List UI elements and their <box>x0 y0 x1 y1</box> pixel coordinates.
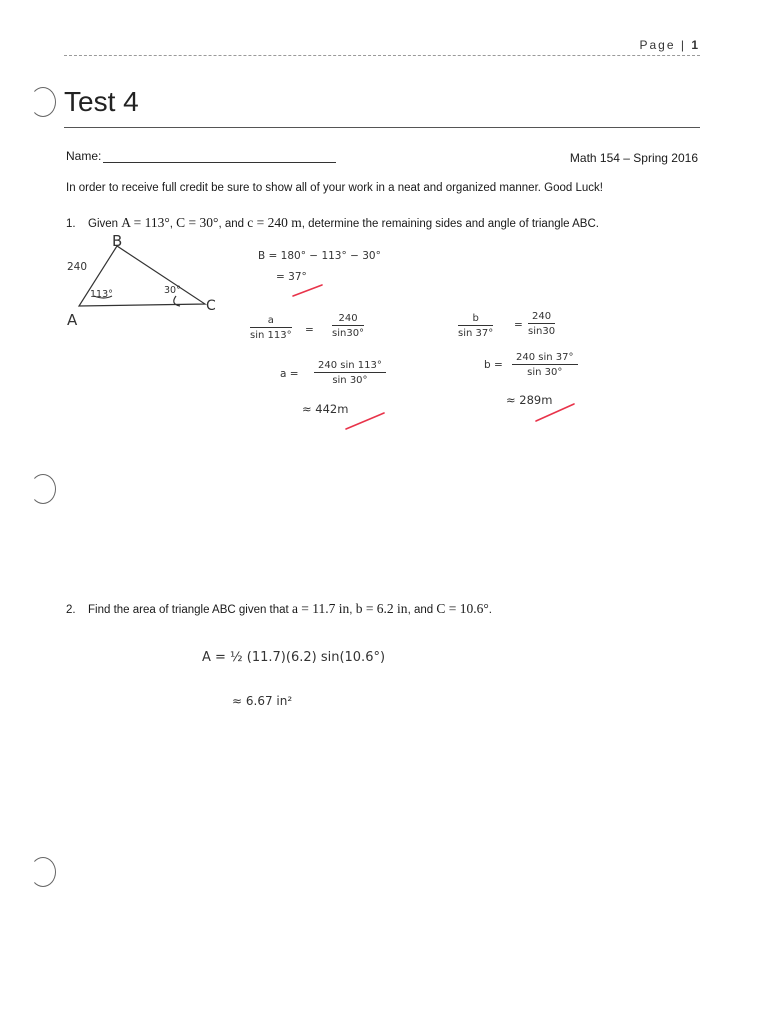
side-b-result: ≈ 289m <box>506 393 553 407</box>
question-1-number: 1. <box>66 218 76 230</box>
side-b-label: b = <box>484 359 503 371</box>
triangle-vertex-c: C <box>206 298 216 314</box>
triangle-vertex-b: B <box>112 232 123 250</box>
side-a-fraction: $\frac{240 \sin 113^\circ}{\sin 30^\circ}$ <box>314 360 386 386</box>
equals-sign-b: = <box>514 319 523 331</box>
name-label: Name: <box>66 149 102 163</box>
equals-sign-a: = <box>305 324 314 336</box>
triangle-side-label: 240 <box>67 261 88 273</box>
area-result: ≈ 6.67 in² <box>232 694 293 708</box>
binder-hole-middle <box>30 474 56 504</box>
fraction-a-over-sin113: $\frac{a}{\sin 113^\circ}$ <box>250 315 292 341</box>
triangle-angle-a: 113° <box>90 289 113 300</box>
question-1: 1. Given A = 113°, C = 30°, and c = 240 m, determine the remaining sides and angle of triangle ABC. <box>66 215 599 230</box>
question-2: 2. Find the area of triangle ABC given that a = 11.7 in, b = 6.2 in, and C = 10.6°. <box>66 601 492 616</box>
page-number-label: Page | 1 <box>639 38 698 52</box>
triangle-vertex-a: A <box>67 311 78 329</box>
course-label: Math 154 – Spring 2016 <box>569 151 698 165</box>
angle-b-result: = 37° <box>276 271 307 283</box>
triangle-angle-c: 30° <box>164 285 181 296</box>
binder-hole-top <box>30 87 56 117</box>
fraction-240-over-sin30-b: $\frac{240}{\sin 30}$ <box>528 311 556 337</box>
side-b-fraction: $\frac{240 \sin 37^\circ}{\sin 30^\circ}$ <box>512 352 578 378</box>
test-title: Test 4 <box>64 86 139 117</box>
question-2-number: 2. <box>66 604 76 616</box>
instructions: In order to receive full credit be sure to show all of your work in a neat and organized manner. Good Luck! <box>66 182 603 194</box>
side-a-label: a = <box>280 368 299 380</box>
binder-hole-bottom <box>30 857 56 887</box>
angle-b-equation: B = 180° − 113° − 30° <box>258 250 381 262</box>
fraction-b-over-sin37: $\frac{b}{\sin 37^\circ}$ <box>458 313 494 339</box>
fraction-240-over-sin30: $\frac{240}{\sin 30^\circ}$ <box>332 313 365 339</box>
area-formula: A = ½ (11.7)(6.2) sin(10.6°) <box>202 650 386 665</box>
side-a-result: ≈ 442m <box>302 402 349 416</box>
